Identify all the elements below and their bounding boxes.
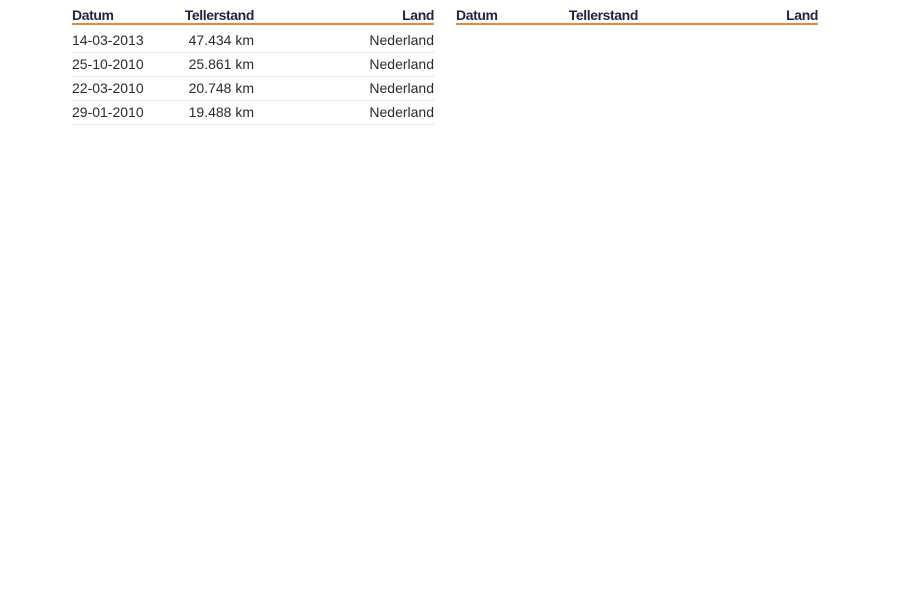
table-row — [72, 24, 434, 53]
column-header-datum[interactable]: Datum — [72, 7, 172, 24]
cell-tellerstand: 19.488 km — [172, 101, 254, 125]
odometer-table-empty — [456, 7, 818, 25]
column-header-tellerstand[interactable]: Tellerstand — [556, 7, 638, 24]
column-header-datum[interactable]: Datum — [456, 7, 556, 24]
cell-datum: 25-10-2010 — [72, 53, 172, 77]
table-header-row — [72, 7, 434, 24]
column-header-land[interactable]: Land — [638, 7, 818, 24]
odometer-history-table-left — [72, 7, 434, 125]
column-header-land[interactable]: Land — [254, 7, 434, 24]
table-header-row — [456, 7, 818, 24]
odometer-table — [72, 7, 434, 125]
cell-land: Nederland — [254, 77, 434, 101]
cell-datum: 22-03-2010 — [72, 77, 172, 101]
table-row — [72, 101, 434, 125]
cell-datum: 29-01-2010 — [72, 101, 172, 125]
column-header-tellerstand[interactable]: Tellerstand — [172, 7, 254, 24]
odometer-history-table-right — [456, 7, 818, 25]
table-row — [72, 53, 434, 77]
cell-land: Nederland — [254, 24, 434, 53]
cell-datum: 14-03-2013 — [72, 24, 172, 53]
cell-land: Nederland — [254, 53, 434, 77]
cell-tellerstand: 20.748 km — [172, 77, 254, 101]
cell-land: Nederland — [254, 101, 434, 125]
cell-tellerstand: 25.861 km — [172, 53, 254, 77]
cell-tellerstand: 47.434 km — [172, 24, 254, 53]
table-row — [72, 77, 434, 101]
